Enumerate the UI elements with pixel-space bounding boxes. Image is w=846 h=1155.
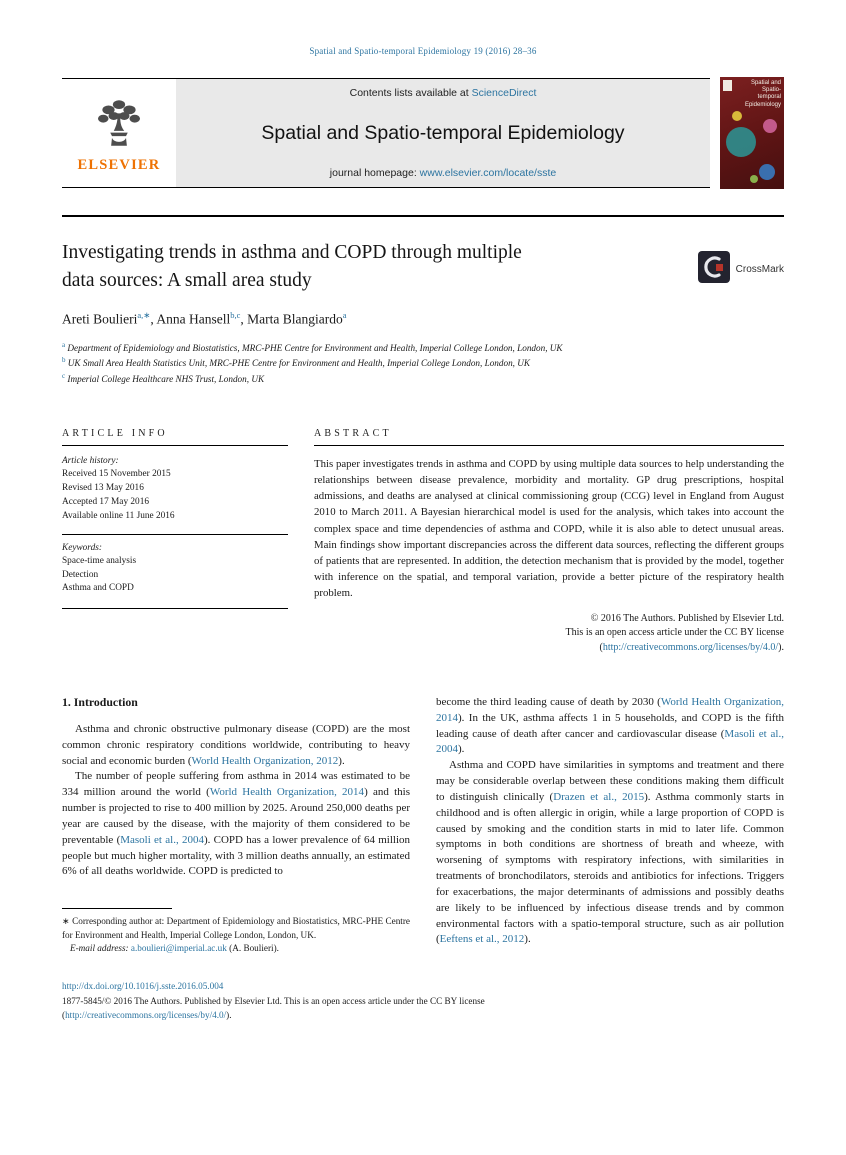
elsevier-wordmark: ELSEVIER (77, 156, 161, 173)
superscript: a (62, 340, 66, 349)
abstract-panel (314, 428, 784, 655)
cover-elsevier-mark (723, 80, 732, 91)
affiliation (62, 371, 784, 386)
rule (62, 608, 288, 609)
text-segment: The number of people suffering from asthma in 2014 was estimated to be 334 million around the world ( (62, 770, 410, 799)
text-segment: Department of Epidemiology and Biostatistics, MRC-PHE Centre for Environment and Health, Imperial College London, London, UK (65, 342, 563, 353)
cover-title: Spatial and Spatio-temporal Epidemiology (744, 80, 781, 108)
cover-art-dot (750, 175, 758, 183)
rule (314, 445, 784, 446)
text-segment: Asthma and COPD have similarities in symptoms and treatment and there may be considerable overlap between these conditions making them difficult to distinguish clinically ( (436, 759, 784, 803)
article-info-heading: ARTICLE INFO (62, 427, 168, 439)
footer-license-line (62, 1008, 784, 1022)
cover-art-dot (759, 164, 775, 180)
cover-art-dot (763, 119, 777, 133)
abstract-heading: ABSTRACT (314, 427, 392, 439)
article-title-line: data sources: A small area study (62, 269, 312, 291)
doi-link[interactable]: http://dx.doi.org/10.1016/j.sste.2016.05.004 (62, 981, 224, 992)
paragraph (436, 758, 784, 948)
history-entry: Accepted 17 May 2016 (62, 496, 150, 507)
cover-art-dot (726, 127, 756, 157)
text-segment: Areti Boulieri (62, 311, 138, 327)
meta-section (62, 428, 784, 655)
text-segment: Asthma and chronic obstructive pulmonary disease (COPD) are the most common chronic respiratory conditions worldwide, contributing to heavy social and economic burden ( (62, 723, 410, 767)
paragraph (62, 722, 410, 769)
abstract-text: This paper investigates trends in asthma and COPD by using multiple data sources to help understanding the relationships between disease prevalence, morbidity and mortality. GP drug prescriptions, hospital admissions, and deaths are analysed at clinical commissioning group (CCG) level in England from August 2010 to March 2011. A Bayesian hierarchical model is used for the analysis, which takes into account the complex space and time dependencies of asthma and COPD, while it is also able to detect unusual areas. Main findings show important discrepancies across the different data sources, reflecting the different groups of patients that are represented. In addition, the detection mechanism that is provided by the model, together with inference on the spatial, and temporal variation, provide a better picture of the respiratory health problem. (314, 457, 784, 600)
article-title-line: Investigating trends in asthma and COPD through multiple (62, 242, 522, 263)
article-title (62, 239, 522, 294)
crossmark-icon (698, 251, 730, 288)
journal-header (62, 78, 784, 189)
article-info-panel (62, 428, 288, 655)
paragraph (436, 695, 784, 758)
inline-link[interactable]: http://creativecommons.org/licenses/by/4.0/ (65, 1009, 227, 1020)
text-segment: ). (226, 1009, 232, 1020)
footnote (62, 908, 410, 955)
crossmark-label: CrossMark (735, 264, 784, 276)
affiliations (62, 340, 784, 386)
inline-link[interactable]: World Health Organization, 2012 (191, 754, 339, 767)
rule (62, 445, 288, 446)
keyword: Space-time analysis (62, 555, 137, 566)
copyright-line: © 2016 The Authors. Published by Elsevier Ltd. (590, 612, 784, 624)
footer (62, 979, 784, 1022)
inline-link[interactable]: Eeftens et al., 2012 (439, 933, 525, 946)
article-body (62, 695, 784, 955)
crossmark-badge[interactable] (698, 245, 784, 294)
affiliation (62, 355, 784, 370)
text-segment: , Marta Blangiardo (240, 311, 343, 327)
keyword: Detection (62, 569, 99, 580)
affiliation (62, 340, 784, 355)
elsevier-tree-icon (89, 95, 149, 156)
journal-cover-thumbnail[interactable] (720, 77, 784, 189)
body-column-left (62, 695, 410, 955)
header-banner-block (62, 78, 710, 188)
footnote-email (62, 942, 410, 955)
issn-copyright-line: 1877-5845/© 2016 The Authors. Published by Elsevier Ltd. This is an open access article under the CC BY license (62, 995, 485, 1006)
elsevier-logo[interactable] (62, 79, 176, 187)
inline-link[interactable]: World Health Organization, 2014 (209, 786, 365, 799)
text-segment: ). (524, 933, 531, 946)
history-entry: Available online 11 June 2016 (62, 510, 175, 521)
author-line (62, 310, 784, 328)
license-line (314, 641, 784, 656)
inline-link[interactable]: World Health Organization, 2014 (436, 696, 784, 724)
text-segment: ). In the UK, asthma affects 1 in 5 households, and COPD is the fifth leading cause of death after cancer and cardiovascular disease ( (436, 711, 784, 740)
superscript: a (342, 310, 347, 321)
text-segment: ). (458, 743, 465, 756)
contents-line (186, 87, 700, 99)
inline-link[interactable]: Masoli et al., 2004 (120, 833, 204, 846)
text-segment: Imperial College Healthcare NHS Trust, London, UK (65, 373, 265, 384)
body-column-right (436, 695, 784, 955)
inline-link[interactable]: www.elsevier.com/locate/sste (419, 167, 557, 179)
paragraph (62, 769, 410, 880)
superscript: b (62, 356, 66, 365)
text-segment: ). (778, 641, 784, 653)
inline-link[interactable]: ScienceDirect (471, 87, 537, 99)
text-segment: journal homepage: (329, 167, 420, 179)
rule (62, 534, 288, 535)
cover-art-dot (732, 111, 742, 121)
inline-link[interactable]: http://creativecommons.org/licenses/by/4.0/ (602, 641, 779, 653)
text-segment: ). Asthma commonly starts in childhood and is often allergic in origin, while a large proportion of COPD is caused by smoking and the condition starts in mid to later life. Common symptoms in both conditions are shortness of breath and wheeze, with worsening of symptoms with respiratory infections, with similarities in treatments of bronchodilators, steroids and antibiotics for infections. Triggers for exacerbations, the major determinants of admissions and possibly deaths are likely to be influenced by infectious disease trends and by common environmental factors with a spatio-temporal structure, such as air pollution ( (436, 790, 784, 946)
text-segment: , Anna Hansell (150, 311, 231, 327)
text-segment: ( (599, 641, 603, 653)
history-entry: Received 15 November 2015 (62, 468, 171, 479)
keywords-label: Keywords: (62, 542, 102, 553)
footnote-text: ∗ Corresponding author at: Department of Epidemiology and Biostatistics, MRC-PHE Centre for Environment and Health, Imperial College London, London, UK. (62, 916, 410, 940)
article-history-label: Article history: (62, 455, 119, 466)
inline-link[interactable]: Masoli et al., 2004 (436, 727, 784, 756)
section-heading: 1. Introduction (62, 695, 138, 709)
journal-banner (176, 79, 710, 187)
text-segment: ) and this number is projected to rise to 400 million by 2025. Around 250,000 deaths per year are caused by the disease, with the majority of them considered to be preventable ( (62, 786, 410, 846)
copyright-line: This is an open access article under the CC BY license (565, 627, 784, 638)
inline-link[interactable]: a.boulieri@imperial.ac.uk (130, 942, 227, 953)
keyword: Asthma and COPD (62, 583, 134, 594)
running-head-citation[interactable]: Spatial and Spatio-temporal Epidemiology 19 (2016) 28–36 (309, 46, 537, 56)
text-segment: ( (62, 1009, 66, 1020)
text-segment: Contents lists available at (349, 87, 472, 99)
superscript: a,∗ (137, 310, 151, 321)
homepage-line (186, 167, 700, 179)
title-row (62, 239, 784, 294)
footnote-rule (62, 908, 172, 909)
text-segment: UK Small Area Health Statistics Unit, MRC-PHE Centre for Environment and Health, Imperial College London, London, UK (65, 358, 531, 369)
text-segment: ). (338, 754, 345, 767)
inline-link[interactable]: Drazen et al., 2015 (553, 790, 645, 803)
superscript: c (62, 371, 66, 380)
text-segment: become the third leading cause of death by 2030 ( (436, 696, 661, 708)
copyright-block (314, 612, 784, 656)
history-entry: Revised 13 May 2016 (62, 482, 144, 493)
text-segment: E-mail address: (70, 942, 131, 953)
journal-title: Spatial and Spatio-temporal Epidemiology (261, 121, 625, 144)
header-divider (62, 215, 784, 217)
text-segment: (A. Boulieri). (226, 942, 279, 953)
superscript: b,c (230, 310, 241, 321)
text-segment: ). COPD has a lower prevalence of 64 million people but much higher mortality, with 3 million deaths annually, an estimated 6% of all deaths worldwide. COPD is predicted to (62, 833, 411, 878)
